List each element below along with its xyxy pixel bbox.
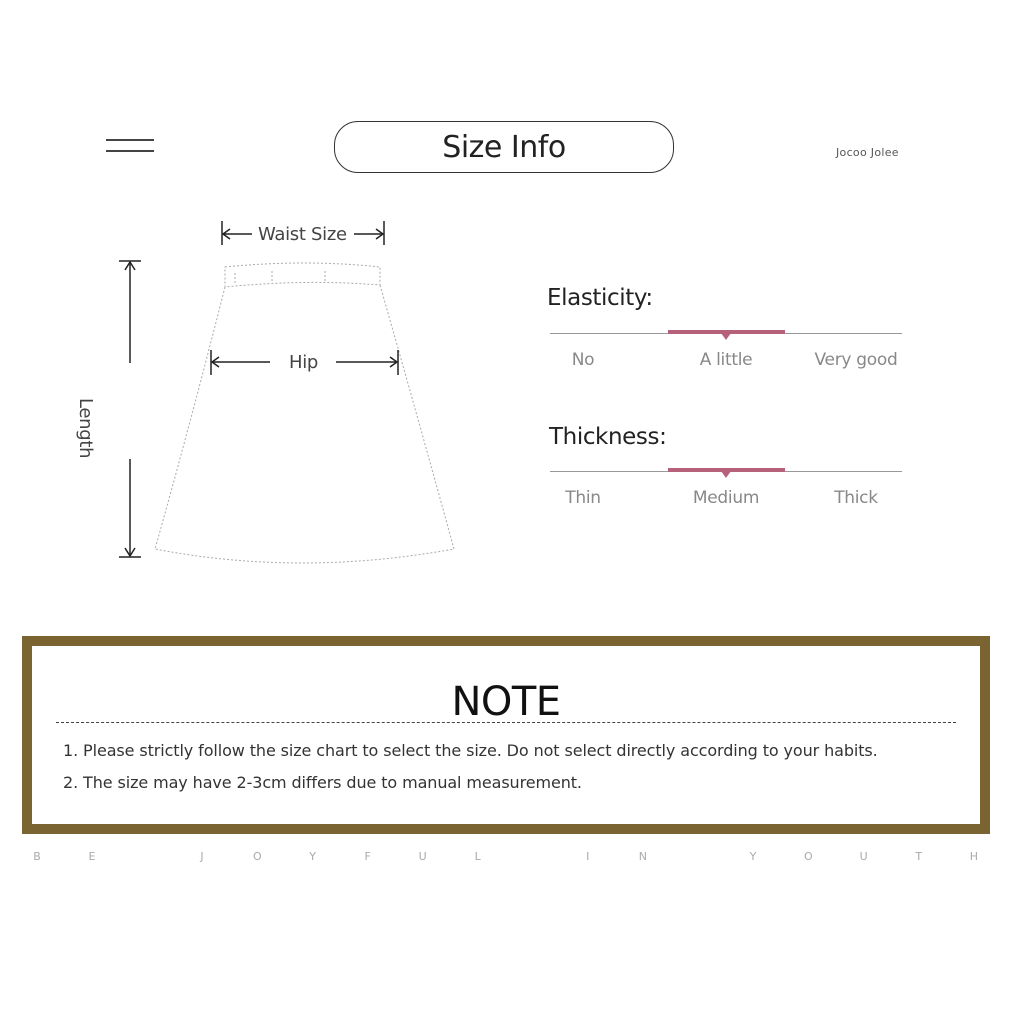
note-title: NOTE — [451, 679, 561, 725]
skirt-outline — [155, 285, 454, 563]
thickness-option-thin: Thin — [565, 488, 601, 508]
slogan-letter: Y — [749, 850, 757, 863]
note-divider — [56, 722, 956, 723]
note-line-2: 2. The size may have 2-3cm differs due to manual measurement. — [63, 773, 582, 792]
skirt-diagram — [100, 215, 480, 585]
slogan-letter — [694, 850, 702, 863]
elasticity-option-very-good: Very good — [814, 350, 898, 370]
slogan-letter: O — [253, 850, 262, 863]
slogan-letter — [143, 850, 151, 863]
slogan-letter — [529, 850, 537, 863]
hip-label: Hip — [289, 352, 319, 373]
brand-name: Jocoo Jolee — [836, 146, 899, 159]
slogan — [33, 850, 978, 863]
elasticity-option-no: No — [571, 350, 595, 370]
slogan-letter: U — [859, 850, 868, 863]
menu-lines-icon — [106, 139, 154, 153]
page-title: Size Info — [334, 121, 674, 173]
length-label: Length — [75, 398, 96, 459]
slogan-letter: E — [88, 850, 96, 863]
note-panel — [32, 646, 980, 824]
note-frame — [22, 636, 990, 834]
slogan-letter: O — [803, 850, 813, 863]
thickness-option-thick: Thick — [834, 488, 878, 508]
slogan-letter: T — [915, 850, 923, 863]
slogan-letter: F — [364, 850, 371, 863]
thickness-option-medium: Medium — [692, 488, 760, 508]
slogan-letter: H — [969, 850, 978, 863]
slogan-letter: L — [474, 850, 481, 863]
elasticity-title: Elasticity: — [547, 285, 653, 311]
slogan-letter: I — [586, 850, 590, 863]
thickness-title: Thickness: — [549, 424, 667, 450]
slogan-letter: Y — [309, 850, 317, 863]
skirt-waistband — [225, 263, 380, 287]
slogan-letter: U — [418, 850, 427, 863]
note-line-1: 1. Please strictly follow the size chart to select the size. Do not select directly according to your habits. — [63, 741, 878, 760]
slogan-letter: B — [33, 850, 41, 863]
length-arrow-icon — [119, 261, 141, 557]
elasticity-marker-icon — [721, 333, 731, 340]
elasticity-option-a-little: A little — [699, 350, 753, 370]
slogan-letter: N — [638, 850, 647, 863]
slogan-letter: J — [200, 850, 204, 863]
waist-size-label: Waist Size — [258, 224, 347, 245]
thickness-marker-icon — [721, 471, 731, 478]
